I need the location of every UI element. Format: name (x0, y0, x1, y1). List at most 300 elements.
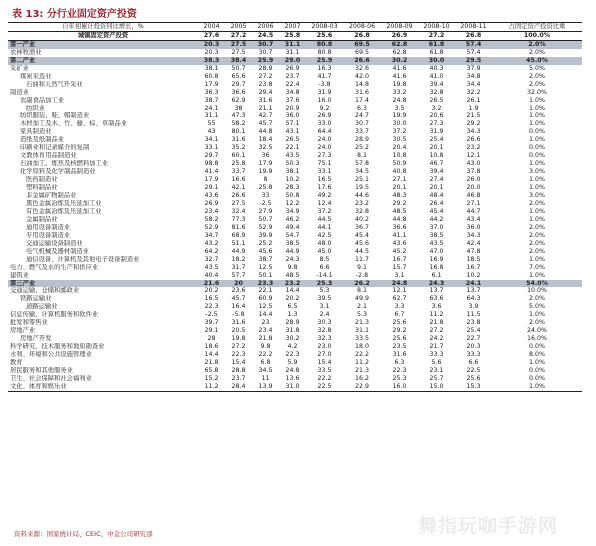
cell: 27.1 (392, 176, 407, 184)
cell: 40.3 (429, 64, 444, 72)
cell: 18.0 (354, 343, 370, 351)
cell: 23.8 (466, 319, 481, 327)
cell: 30.0 (418, 57, 455, 65)
cell: 20 (225, 280, 252, 288)
table-row (8, 383, 582, 391)
cell: 44.5 (317, 215, 332, 223)
table-row (8, 176, 582, 184)
table-row (8, 256, 582, 264)
cell: 50.7 (258, 215, 273, 223)
cell: 21.1 (258, 104, 273, 112)
row-label: 黑色金属冶炼及压延加工业 (26, 199, 102, 207)
cell: 31.9 (317, 88, 332, 96)
cell: 31.6 (231, 136, 246, 144)
cell: 63.6 (429, 295, 444, 303)
cell: 37.6 (285, 96, 300, 104)
table-row (8, 232, 582, 240)
cell: 46.8 (466, 192, 481, 200)
cell: 26.9 (204, 199, 219, 207)
row-label: 家具制造业 (20, 128, 52, 136)
cell: 29.2 (466, 120, 481, 128)
cell: 21.8 (429, 319, 444, 327)
cell: 44.7 (466, 207, 481, 215)
cell: 16.8 (429, 263, 444, 271)
table-row (8, 264, 582, 272)
share-cell: 1.0% (529, 255, 545, 263)
cell: 3.1 (319, 303, 330, 311)
cell: 69.5 (354, 48, 370, 56)
cell: 39.5 (317, 295, 332, 303)
cell: 20.1 (392, 184, 407, 192)
cell: 21.6 (198, 280, 225, 288)
cell: 36.6 (231, 88, 246, 96)
cell: 6.5 (287, 303, 298, 311)
cell: 8.5 (319, 255, 330, 263)
table-row (8, 120, 582, 128)
cell: 62.8 (392, 48, 407, 56)
cell: 11.5 (466, 311, 481, 319)
share-cell: 2.0% (492, 40, 582, 48)
cell: 38.7 (258, 255, 273, 263)
cell: 21.5 (466, 112, 481, 120)
cell: 33.2 (392, 88, 407, 96)
cell: 16.6 (231, 176, 246, 184)
cell: 24.5 (252, 31, 279, 40)
table-row (8, 224, 582, 232)
cell: 26.0 (466, 176, 481, 184)
year-header: 2008-06 (343, 23, 381, 32)
cell: 43.2 (204, 239, 219, 247)
cell: 24.3 (285, 255, 300, 263)
cell: 23.6 (231, 287, 246, 295)
cell: 43.6 (392, 239, 407, 247)
cell: 4.2 (287, 343, 298, 351)
cell: 25.6 (392, 335, 407, 343)
cell: 20.3 (204, 48, 219, 56)
cell: 50.7 (231, 64, 246, 72)
cell: 38.3 (198, 57, 225, 65)
cell: 24.2 (429, 335, 444, 343)
share-cell: 1.0% (529, 112, 545, 120)
cell: 25.6 (392, 319, 407, 327)
cell: 2.1 (356, 303, 367, 311)
cell: 44.9 (231, 247, 246, 255)
cell: 10.2 (466, 271, 481, 279)
cell: 50.1 (258, 271, 273, 279)
cell: 26.9 (285, 64, 300, 72)
cell: 26.9 (381, 31, 418, 40)
cell: 29.0 (279, 57, 306, 65)
cell: 33.3 (429, 351, 444, 359)
table-row (8, 367, 582, 375)
cell: 52.9 (258, 223, 273, 231)
cell: 39.7 (204, 319, 219, 327)
table-row (8, 343, 582, 351)
cell: 25.3 (392, 374, 407, 382)
cell: 20.0 (466, 184, 481, 192)
share-cell: 1.0% (529, 271, 545, 279)
cell: 10.8 (429, 152, 444, 160)
cell: 27.0 (317, 351, 332, 359)
cell: 32.7 (204, 255, 219, 263)
cell: 64.2 (204, 247, 219, 255)
table-row (8, 144, 582, 152)
cell: 51.1 (231, 239, 246, 247)
cell: 42.0 (354, 72, 370, 80)
share-cell: 10.0% (526, 287, 547, 295)
row-label: 电力、燃气及水的生产和供应业 (10, 263, 99, 271)
cell: 28.4 (225, 383, 252, 391)
table-row (8, 280, 582, 288)
year-header: 2008-10 (418, 23, 455, 32)
table-row (8, 311, 582, 319)
cell: 24.8 (285, 366, 300, 374)
cell: 34.5 (258, 366, 273, 374)
cell: 15.0 (418, 383, 455, 391)
row-label: 金属制品业 (26, 215, 58, 223)
table-row (8, 303, 582, 311)
cell: 5.3 (319, 287, 330, 295)
cell: 62.8 (381, 40, 418, 48)
cell: 42.7 (258, 112, 273, 120)
cell: 18.5 (466, 255, 481, 263)
cell: 28.9 (285, 319, 300, 327)
row-label: 房地产开发 (20, 335, 52, 343)
cell: 30.5 (392, 136, 407, 144)
table-row (8, 327, 582, 335)
cell: 27.5 (225, 40, 252, 48)
cell: 25.8 (279, 31, 306, 40)
cell: 48.0 (317, 239, 332, 247)
row-label: 造纸及纸制品业 (20, 136, 65, 144)
cell: 27.5 (231, 199, 246, 207)
cell: 40.4 (204, 271, 219, 279)
row-label: 文教体育用品制造业 (20, 152, 77, 160)
cell: 47.8 (466, 247, 481, 255)
cell: 17.9 (204, 176, 219, 184)
cell: 39.4 (429, 80, 444, 88)
share-cell: 1.0% (529, 96, 545, 104)
cell: 33.5 (317, 366, 332, 374)
share-cell: 1.0% (529, 311, 545, 319)
row-label: 印刷业和记录媒介的复制 (20, 144, 90, 152)
cell: 19.9 (392, 112, 407, 120)
cell: 44.1 (317, 223, 332, 231)
share-cell: 3.0% (529, 192, 545, 200)
cell: 28.8 (231, 366, 246, 374)
cell: 19.9 (258, 168, 273, 176)
cell: 22.2 (317, 374, 332, 382)
cell: -2.8 (355, 271, 369, 279)
cell: 32.3 (317, 335, 332, 343)
cell: 16.5 (317, 176, 332, 184)
table-row (8, 81, 582, 89)
cell: 13.6 (285, 374, 300, 382)
cell: 34.4 (466, 80, 481, 88)
year-header: 2008-03 (306, 23, 343, 32)
cell: 37.8 (466, 168, 481, 176)
cell: 8.1 (356, 152, 367, 160)
row-label: 采矿业 (10, 64, 29, 72)
row-label: 信息传输、计算机服务和软件业 (10, 311, 99, 319)
cell: 48.5 (392, 207, 407, 215)
cell: 25.2 (258, 239, 273, 247)
cell: 44.8 (392, 215, 407, 223)
table-row (8, 168, 582, 176)
cell: 21.8 (258, 335, 273, 343)
cell: 23.5 (392, 343, 407, 351)
cell: 64.4 (317, 128, 332, 136)
row-label: 房地产业 (10, 327, 36, 335)
cell: 49.4 (285, 223, 300, 231)
cell: 31.0 (279, 383, 306, 391)
cell: 31.9 (429, 128, 444, 136)
table-row (8, 208, 582, 216)
cell: 31.6 (231, 319, 246, 327)
cell: 39.4 (429, 168, 444, 176)
cell: 54.7 (285, 231, 300, 239)
cell: 57.4 (466, 48, 481, 56)
cell: 30.2 (285, 335, 300, 343)
cell: 16.9 (429, 255, 444, 263)
share-cell: 5.0% (529, 303, 545, 311)
row-label: 农林牧渔业 (10, 48, 42, 56)
cell: 25.4 (429, 136, 444, 144)
cell: 43.5 (204, 263, 219, 271)
cell: 24.8 (392, 96, 407, 104)
table-row (8, 49, 582, 57)
header-row (8, 23, 582, 32)
cell: 16.5 (204, 295, 219, 303)
share-cell: 32.0% (526, 88, 547, 96)
share-header: 占固定资产投资比重 (492, 23, 582, 32)
cell: 22.4 (285, 80, 300, 88)
table-row (8, 57, 582, 65)
table-row (8, 65, 582, 73)
cell: 20.3 (466, 343, 481, 351)
cell: 33.1 (317, 168, 332, 176)
cell: 28.9 (354, 136, 370, 144)
cell: 29.2 (392, 327, 407, 335)
cell: -2.5 (205, 311, 218, 319)
cell: 55 (207, 120, 216, 128)
cell: 80.8 (306, 40, 343, 48)
share-cell: 5.0% (529, 64, 545, 72)
cell: 36.0 (285, 112, 300, 120)
row-label: 化学原料及化学制品制造业 (20, 168, 96, 176)
cell: 23 (261, 319, 270, 327)
cell: 24.1 (204, 104, 219, 112)
cell: 43.0 (466, 160, 481, 168)
cell: 16.7 (466, 263, 481, 271)
cell: 25.6 (466, 374, 481, 382)
cell: 20.3 (198, 40, 225, 48)
cell: 65.6 (231, 72, 246, 80)
share-cell: 1.0% (529, 215, 545, 223)
cell: 33.7 (231, 168, 246, 176)
row-label: 石油和天然气开采业 (26, 80, 83, 88)
urban-total-row (8, 31, 582, 40)
cell: 47.3 (231, 112, 246, 120)
cell: 25.9 (306, 57, 343, 65)
cell: 26.6 (343, 57, 381, 65)
cell: 60.1 (231, 152, 246, 160)
cell: 18.6 (204, 343, 219, 351)
cell: 28 (207, 335, 216, 343)
share-cell: 2.0% (529, 295, 545, 303)
cell: 45.6 (258, 247, 273, 255)
cell: 32.8 (429, 88, 444, 96)
cell: 15.7 (392, 263, 407, 271)
cell: 38.1 (285, 168, 300, 176)
cell: 26.5 (285, 136, 300, 144)
share-cell: 2.0% (529, 319, 545, 327)
cell: 27.2 (258, 72, 273, 80)
cell: 23.2 (354, 199, 370, 207)
cell: 58.2 (231, 120, 246, 128)
cell: 23.3 (252, 280, 279, 288)
row-label: 第二产业 (8, 57, 198, 65)
cell: 6.1 (431, 271, 442, 279)
cell: 52.9 (204, 223, 219, 231)
cell: 27.9 (258, 207, 273, 215)
cell: 39.9 (258, 231, 273, 239)
cell: 65.8 (204, 366, 219, 374)
cell: 81.6 (231, 223, 246, 231)
cell: 37.2 (392, 128, 407, 136)
cell: 48.5 (285, 271, 300, 279)
share-cell: 45.0% (492, 57, 582, 65)
cell: 15.3 (455, 383, 492, 391)
cell: 38.1 (204, 64, 219, 72)
investment-table (8, 22, 582, 392)
cell: 33.1 (204, 144, 219, 152)
cell: 5.9 (287, 359, 298, 367)
row-label: 第三产业 (8, 280, 198, 288)
cell: 18.2 (231, 255, 246, 263)
cell: 26.5 (429, 96, 444, 104)
cell: 31.6 (392, 351, 407, 359)
cell: 20.1 (429, 144, 444, 152)
share-cell: 1.0% (529, 120, 545, 128)
table-row (8, 240, 582, 248)
table-row (8, 128, 582, 136)
row-label: 批发和零售业 (10, 319, 48, 327)
share-cell: 54.0% (492, 280, 582, 288)
cell: 28.3 (285, 184, 300, 192)
cell: 6.6 (319, 263, 330, 271)
cell: 33.0 (317, 120, 332, 128)
share-cell: 1.0% (492, 383, 582, 391)
cell: 22.2 (354, 351, 370, 359)
watermark: 舞指玩咖手游网 (418, 515, 559, 537)
cell: 29.1 (204, 184, 219, 192)
share-cell: 1.0% (529, 359, 545, 367)
cell: 50.9 (392, 160, 407, 168)
cell: 27.5 (231, 48, 246, 56)
cell: 16.4 (231, 303, 246, 311)
cell: 2.4 (319, 311, 330, 319)
table-row (8, 359, 582, 367)
cell: 45.6 (354, 239, 370, 247)
cell: 32.8 (354, 207, 370, 215)
cell: 47.0 (429, 247, 444, 255)
cell: 35.2 (231, 144, 246, 152)
share-cell: 24.0% (526, 327, 547, 335)
cell: 45.7 (258, 120, 273, 128)
cell: -5.8 (232, 311, 245, 319)
cell: 69.5 (343, 40, 381, 48)
year-header: 2004 (198, 23, 225, 32)
cell: 11.2 (429, 311, 444, 319)
cell: 15.4 (231, 359, 246, 367)
cell: 49.9 (354, 295, 370, 303)
year-header: 2007 (279, 23, 306, 32)
cell: 26.8 (455, 31, 492, 40)
cell: 42.1 (231, 184, 246, 192)
row-label: 医药制造业 (26, 176, 58, 184)
cell: 22.3 (231, 351, 246, 359)
cell: 21.3 (354, 319, 370, 327)
cell: 12.4 (317, 199, 332, 207)
cell: 44.9 (285, 247, 300, 255)
share-cell: 2.0% (529, 199, 545, 207)
cell: 27.3 (317, 152, 332, 160)
cell: 48.3 (392, 192, 407, 200)
cell: 11 (261, 374, 270, 382)
cell: 21.3 (354, 366, 370, 374)
cell: 22.2 (258, 351, 273, 359)
cell: 16.7 (392, 255, 407, 263)
cell: 30.0 (392, 120, 407, 128)
table-row (8, 272, 582, 280)
share-cell: 100.0% (492, 31, 582, 40)
row-label: 铁路运输业 (20, 295, 52, 303)
cell: 33.7 (354, 128, 370, 136)
share-cell: 0.0% (529, 366, 545, 374)
cell: 64.3 (466, 295, 481, 303)
cell: 24.1 (455, 280, 492, 288)
cell: 43.5 (429, 239, 444, 247)
cell: 26.9 (317, 112, 332, 120)
row-label: 教育 (10, 359, 23, 367)
cell: 5.3 (356, 311, 367, 319)
cell: 43.1 (285, 128, 300, 136)
cell: 17.9 (258, 160, 273, 168)
cell: 33 (261, 192, 270, 200)
cell: 23.2 (466, 144, 481, 152)
cell: 22.3 (285, 351, 300, 359)
cell: 20.9 (285, 104, 300, 112)
cell: 38.7 (204, 96, 219, 104)
cell: -3.8 (318, 80, 331, 88)
cell: 19.8 (231, 335, 246, 343)
cell: 34.8 (285, 88, 300, 96)
table-row (8, 248, 582, 256)
cell: 31.1 (279, 40, 306, 48)
share-cell: 0.0% (529, 128, 545, 136)
cell: 29.2 (392, 199, 407, 207)
cell: 27.2 (429, 327, 444, 335)
share-cell: 1.0% (529, 160, 545, 168)
row-label: 煤炭采选业 (20, 72, 52, 80)
cell: 57.8 (354, 160, 370, 168)
cell: 36.6 (392, 223, 407, 231)
share-cell: 2.0% (529, 239, 545, 247)
cell: 29.7 (204, 152, 219, 160)
cell: 57.4 (455, 40, 492, 48)
row-label: 通信设备、计算机及其他电子设备制造业 (26, 255, 140, 263)
